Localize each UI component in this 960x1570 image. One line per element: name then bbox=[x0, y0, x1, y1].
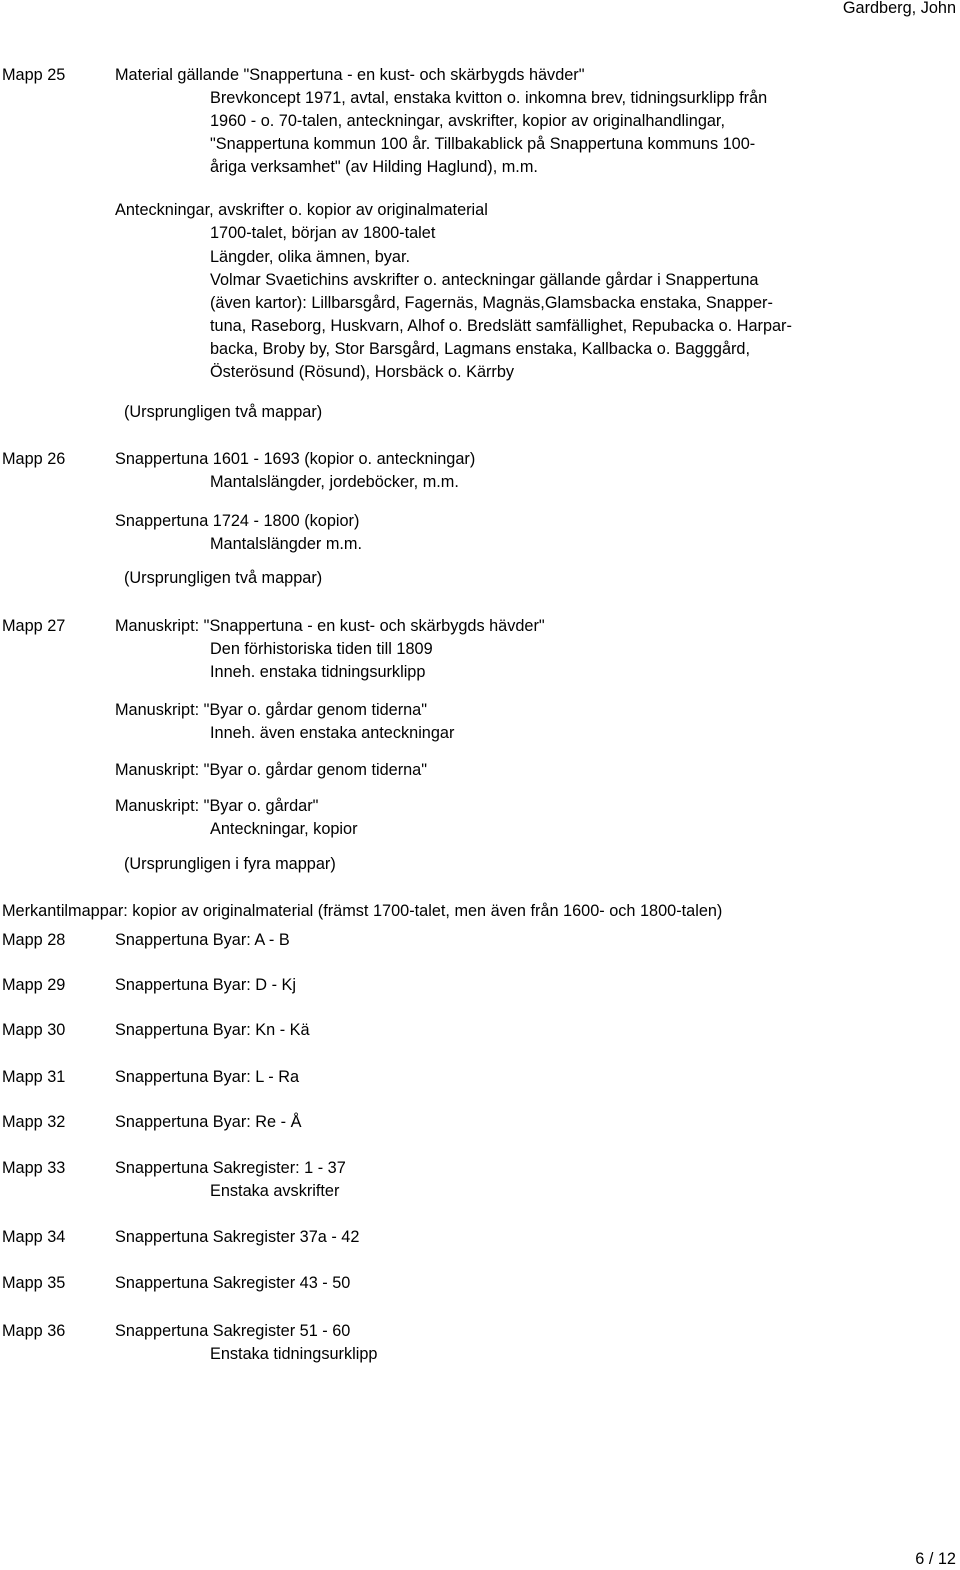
folder-label-mapp-35: Mapp 35 bbox=[2, 1274, 66, 1292]
folder-item-title: Snappertuna 1601 - 1693 (kopior o. anteckningar) bbox=[115, 450, 476, 468]
folder-title: Snappertuna Sakregister 51 - 60 bbox=[115, 1322, 351, 1340]
folder-item-detail: Mantalslängder, jordeböcker, m.m. bbox=[210, 473, 459, 491]
folder-sub-line: Volmar Svaetichins avskrifter o. anteckningar gällande gårdar i Snappertuna bbox=[210, 271, 759, 289]
folder-item-title: Manuskript: "Byar o. gårdar genom tiderna" bbox=[115, 701, 428, 719]
folder-label-mapp-29: Mapp 29 bbox=[2, 976, 66, 994]
folder-description-line: Brevkoncept 1971, avtal, enstaka kvitton o. inkomna brev, tidningsurklipp från bbox=[210, 89, 768, 107]
folder-label-mapp-30: Mapp 30 bbox=[2, 1021, 66, 1039]
folder-item-detail: Mantalslängder m.m. bbox=[210, 535, 363, 553]
folder-detail: Enstaka avskrifter bbox=[210, 1182, 340, 1200]
folder-title: Snappertuna Sakregister 37a - 42 bbox=[115, 1228, 360, 1246]
folder-description-line: 1960 - o. 70-talen, anteckningar, avskrifter, kopior av originalhandlingar, bbox=[210, 112, 725, 130]
folder-title: Snappertuna Byar: L - Ra bbox=[115, 1068, 300, 1086]
folder-note: (Ursprungligen i fyra mappar) bbox=[124, 855, 336, 873]
folder-item-detail: Inneh. enstaka tidningsurklipp bbox=[210, 663, 426, 681]
folder-detail: Enstaka tidningsurklipp bbox=[210, 1345, 378, 1363]
folder-sub-line: Österösund (Rösund), Horsbäck o. Kärrby bbox=[210, 363, 515, 381]
section-heading-merkantil: Merkantilmappar: kopior av originalmaterial (främst 1700-talet, men även från 1600- och 1800-talen) bbox=[2, 902, 723, 920]
folder-label-mapp-26: Mapp 26 bbox=[2, 450, 66, 468]
folder-title: Snappertuna Byar: Re - Å bbox=[115, 1113, 302, 1131]
folder-title: Snappertuna Byar: A - B bbox=[115, 931, 290, 949]
folder-label-mapp-33: Mapp 33 bbox=[2, 1159, 66, 1177]
folder-label-mapp-36: Mapp 36 bbox=[2, 1322, 66, 1340]
folder-label-mapp-27: Mapp 27 bbox=[2, 617, 66, 635]
folder-label-mapp-31: Mapp 31 bbox=[2, 1068, 66, 1086]
folder-title: Snappertuna Byar: Kn - Kä bbox=[115, 1021, 310, 1039]
page-number: 6 / 12 bbox=[915, 1550, 956, 1568]
header-author: Gardberg, John bbox=[842, 0, 956, 17]
folder-item-title: Manuskript: "Byar o. gårdar genom tiderna" bbox=[115, 761, 428, 779]
folder-label-mapp-34: Mapp 34 bbox=[2, 1228, 66, 1246]
folder-label-mapp-25: Mapp 25 bbox=[2, 66, 66, 84]
folder-sub-heading: Anteckningar, avskrifter o. kopior av originalmaterial bbox=[115, 201, 488, 219]
folder-item-title: Snappertuna 1724 - 1800 (kopior) bbox=[115, 512, 360, 530]
folder-note: (Ursprungligen två mappar) bbox=[124, 569, 323, 587]
folder-item-title: Manuskript: "Byar o. gårdar" bbox=[115, 797, 319, 815]
folder-description-line: Material gällande "Snappertuna - en kust- och skärbygds hävder" bbox=[115, 66, 585, 84]
folder-sub-line: tuna, Raseborg, Huskvarn, Alhof o. Bredslätt samfällighet, Repubacka o. Harpar- bbox=[210, 317, 792, 335]
folder-note: (Ursprungligen två mappar) bbox=[124, 403, 323, 421]
folder-title: Snappertuna Byar: D - Kj bbox=[115, 976, 296, 994]
folder-label-mapp-32: Mapp 32 bbox=[2, 1113, 66, 1131]
folder-item-detail: Den förhistoriska tiden till 1809 bbox=[210, 640, 433, 658]
folder-title: Snappertuna Sakregister 43 - 50 bbox=[115, 1274, 351, 1292]
folder-title: Snappertuna Sakregister: 1 - 37 bbox=[115, 1159, 346, 1177]
folder-sub-line: (även kartor): Lillbarsgård, Fagernäs, Magnäs,Glamsbacka enstaka, Snapper- bbox=[210, 294, 773, 312]
folder-label-mapp-28: Mapp 28 bbox=[2, 931, 66, 949]
folder-item-title: Manuskript: "Snappertuna - en kust- och skärbygds hävder" bbox=[115, 617, 545, 635]
folder-description-line: åriga verksamhet" (av Hilding Haglund), m.m. bbox=[210, 158, 538, 176]
folder-sub-line: Längder, olika ämnen, byar. bbox=[210, 248, 411, 266]
folder-sub-line: backa, Broby by, Stor Barsgård, Lagmans enstaka, Kallbacka o. Bagggård, bbox=[210, 340, 750, 358]
folder-sub-line: 1700-talet, början av 1800-talet bbox=[210, 224, 436, 242]
folder-item-detail: Inneh. även enstaka anteckningar bbox=[210, 724, 455, 742]
folder-description-line: "Snappertuna kommun 100 år. Tillbakablick på Snappertuna kommuns 100- bbox=[210, 135, 756, 153]
folder-item-detail: Anteckningar, kopior bbox=[210, 820, 358, 838]
